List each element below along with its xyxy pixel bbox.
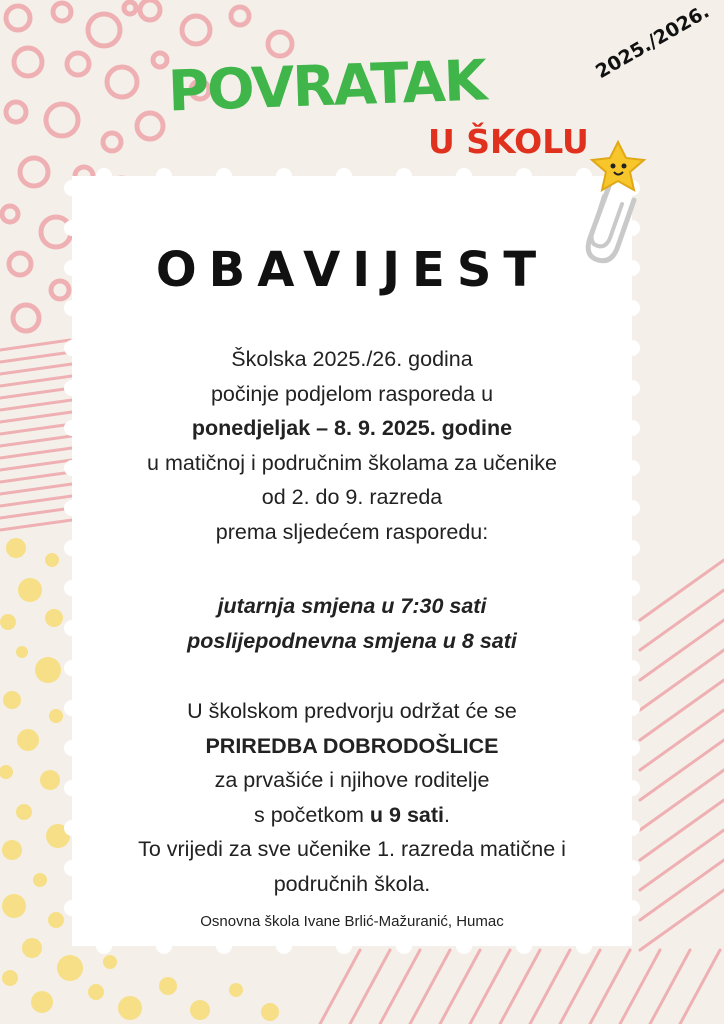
event-line: To vrijedi za sve učenike 1. razreda matične i [138,837,566,861]
intro-line: počinje podjelom rasporeda u [210,381,494,406]
intro-line: od 2. do 9. razreda [261,485,443,509]
event-time-line [72,798,632,833]
afternoon-shift: poslijepodnevna smjena u 8 sati [187,628,517,653]
intro-line: Školska 2025./26. godina [231,347,473,371]
start-date: ponedjeljak – 8. 9. 2025. godine [191,416,513,440]
school-signature: Osnovna škola Ivane Brlić-Mažuranić, Humac [200,913,504,930]
event-time: u 9 sati [369,802,445,827]
intro-line: u matičnoj i područnim školama za učenike [147,450,557,475]
event-line: za prvašiće i njihove roditelje [214,768,490,792]
intro-line: prema sljedećem rasporedu: [215,519,489,544]
event-time-suffix: . [444,802,450,827]
title-povratak: POVRATAK [166,48,487,125]
morning-shift: jutarnja smjena u 7:30 sati [217,594,487,618]
notice-heading: OBAVIJEST [155,242,549,298]
title-u-skolu: U ŠKOLU [428,122,589,161]
event-line: područnih škola. [273,871,431,896]
school-year-label: 2025./2026. [592,0,714,84]
event-name: PRIREDBA DOBRODOŠLICE [205,733,499,758]
event-line: U školskom predvorju održat će se [187,699,517,723]
event-time-prefix: s početkom [254,802,364,827]
notice-card [72,176,632,901]
